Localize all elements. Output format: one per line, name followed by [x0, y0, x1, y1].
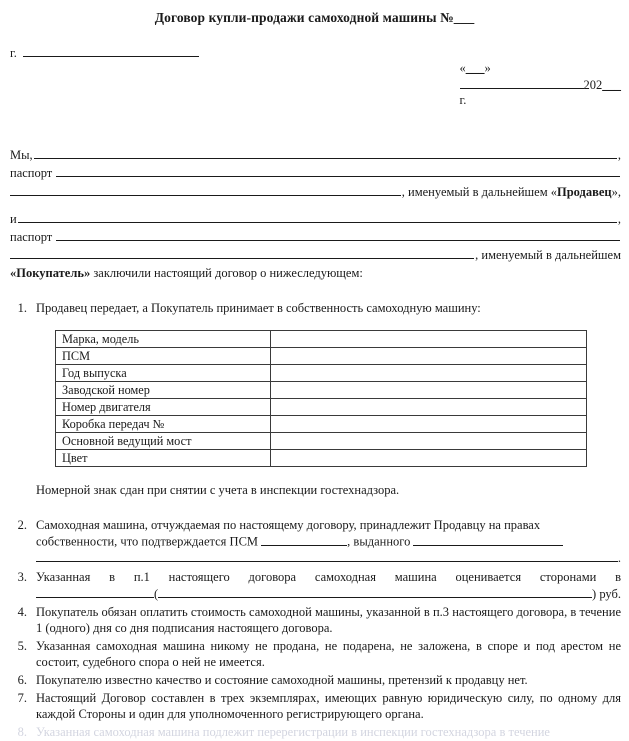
date-group — [441, 46, 621, 123]
page-title — [0, 11, 629, 26]
seller-designation-text — [402, 184, 621, 202]
clause-1-number: 1. — [17, 300, 27, 315]
clause-8 — [0, 724, 629, 741]
machine-spec-table — [55, 330, 587, 467]
spec-value-psm[interactable] — [271, 348, 587, 365]
clause-3-price-words-input[interactable] — [158, 586, 592, 598]
agreement-intro-text: заключили настоящий договор о нижеследующем: — [90, 266, 363, 281]
seller-passport-row — [10, 165, 621, 183]
seller-name-comma: , — [617, 148, 621, 163]
clause-3 — [0, 569, 629, 603]
buyer-name-comma: , — [617, 211, 621, 226]
clause-2-continuation-row — [36, 550, 621, 567]
buyer-passport-row — [10, 229, 621, 247]
spec-key-vedushchiy-most: Основной ведущий мост — [56, 433, 271, 450]
clause-3-paren-open: ( — [154, 586, 159, 601]
spec-key-nomer-dvigatelya: Номер двигателя — [56, 399, 271, 416]
machine-spec-table-body — [56, 331, 587, 467]
clause-2-text-part3: . — [617, 551, 621, 566]
clause-2-text-part2: , выданного — [347, 534, 411, 549]
day-open-quote: « — [459, 60, 466, 75]
seller-designation-row — [10, 183, 621, 201]
city-label: г. — [10, 45, 17, 60]
clause-2 — [0, 517, 629, 567]
spec-value-cvet[interactable] — [271, 450, 587, 467]
clause-3-text-part1: Указанная в п.1 настоящего договора самоходная машина оценивается сторонами в — [36, 570, 621, 585]
clause-3-paren-close: ) руб. — [592, 586, 621, 601]
clause-6-text: Покупателю известно качество и состояние самоходной машины, претензий к продавцу нет. — [36, 673, 528, 688]
year-label: г. — [459, 92, 467, 107]
buyer-passport-label: паспорт — [10, 230, 53, 245]
buyer-designation-row — [10, 247, 621, 265]
table-row — [56, 365, 587, 382]
spec-key-god-vypuska: Год выпуска — [56, 365, 271, 382]
buyer-name-row — [10, 210, 621, 228]
city-input-line[interactable] — [23, 44, 199, 57]
plate-note: Номерной знак сдан при снятии с учета в инспекции гостехнадзора. — [36, 483, 400, 498]
spec-value-vedushchiy-most[interactable] — [271, 433, 587, 450]
table-row — [56, 416, 587, 433]
spec-value-marka[interactable] — [271, 331, 587, 348]
and-label: и — [10, 211, 17, 226]
clause-6-number: 6. — [17, 673, 27, 688]
clause-8-number: 8. — [17, 724, 27, 739]
spec-key-psm: ПСМ — [56, 348, 271, 365]
clause-5-number: 5. — [17, 638, 27, 653]
spec-value-korobka-peredach[interactable] — [271, 416, 587, 433]
clause-5-text: Указанная самоходная машина никому не продана, не подарена, не заложена, в споре и под арестом не состоит, судебного спора о ней не имеется. — [36, 638, 621, 670]
spec-value-nomer-dvigatelya[interactable] — [271, 399, 587, 416]
clause-7 — [0, 690, 629, 723]
clause-8-text: Указанная самоходная машина подлежит перерегистрации в инспекции гостехнадзора в течение — [36, 724, 550, 739]
clause-2-text-part1: Самоходная машина, отчуждаемая по настоящему договору, принадлежит Продавцу на правах собственности, что подтверждается ПСМ — [36, 517, 541, 549]
clause-4 — [0, 604, 629, 637]
spec-key-korobka-peredach: Коробка передач № — [56, 416, 271, 433]
seller-designation-prefix: , именуемый в дальнейшем « — [401, 184, 557, 199]
year-prefix: 202 — [583, 77, 603, 92]
clause-1-text: Продавец передает, а Покупатель принимает в собственность самоходную машину: — [36, 300, 481, 315]
clause-4-number: 4. — [17, 604, 27, 619]
spec-value-god-vypuska[interactable] — [271, 365, 587, 382]
page-title-text: Договор купли-продажи самоходной машины №___ — [154, 10, 475, 25]
clause-2-body — [36, 517, 621, 567]
spec-value-zavodskoy-nomer[interactable] — [271, 382, 587, 399]
we-label: Мы, — [10, 148, 33, 163]
clause-3-number: 3. — [17, 570, 27, 585]
document-page — [0, 10, 629, 739]
month-input-line[interactable] — [460, 76, 584, 89]
seller-passport-label: паспорт — [10, 166, 53, 181]
table-row — [56, 450, 587, 467]
clause-6 — [0, 672, 629, 689]
spec-key-cvet: Цвет — [56, 450, 271, 467]
clause-7-number: 7. — [17, 690, 27, 705]
spec-key-marka: Марка, модель — [56, 331, 271, 348]
buyer-passport-input[interactable] — [56, 229, 620, 242]
year-input-line[interactable]: ___ — [602, 77, 621, 92]
seller-passport-input-cont[interactable] — [10, 183, 401, 196]
machine-spec-table-wrap — [0, 330, 629, 467]
table-row — [56, 399, 587, 416]
clause-5 — [0, 638, 629, 671]
clause-7-text: Настоящий Договор составлен в трех экземплярах, имеющих равную юридическую силу, по одному для каждой Стороны и один для уполномоченного регистрирующего органа. — [36, 690, 621, 722]
parties-gap — [10, 201, 621, 210]
clause-2-number: 2. — [17, 517, 27, 532]
buyer-term: «Покупатель» — [10, 266, 91, 281]
spec-key-zavodskoy-nomer: Заводской номер — [56, 382, 271, 399]
clause-2-issued-input[interactable] — [413, 533, 563, 545]
table-row — [56, 348, 587, 365]
seller-name-input[interactable] — [34, 147, 617, 160]
buyer-final-row — [10, 265, 621, 283]
clause-2-psm-input[interactable] — [261, 533, 347, 545]
table-row — [56, 433, 587, 450]
day-input-line[interactable]: ___ — [465, 60, 485, 75]
clause-3-body — [36, 569, 621, 603]
seller-name-row — [10, 147, 621, 165]
buyer-passport-input-cont[interactable] — [10, 247, 474, 260]
clause-2-issued-input-cont[interactable] — [36, 550, 618, 562]
clause-4-text: Покупатель обязан оплатить стоимость самоходной машины, указанной в п.3 настоящего договора, в течение 1 (одного) дня со дня подписания настоящего договора. — [36, 604, 621, 636]
parties-block — [0, 147, 629, 283]
seller-term: Продавец — [556, 184, 612, 199]
buyer-name-input[interactable] — [18, 210, 617, 223]
table-row — [56, 331, 587, 348]
city-date-row — [0, 44, 629, 123]
day-close-quote: » — [484, 60, 491, 75]
clause-3-price-row — [36, 586, 621, 603]
seller-passport-input[interactable] — [56, 165, 620, 178]
clause-3-price-digits-input[interactable] — [36, 586, 154, 598]
buyer-designation-text: , именуемый в дальнейшем — [475, 248, 621, 263]
seller-designation-suffix: », — [611, 184, 621, 199]
clause-1 — [0, 300, 629, 317]
table-row — [56, 382, 587, 399]
